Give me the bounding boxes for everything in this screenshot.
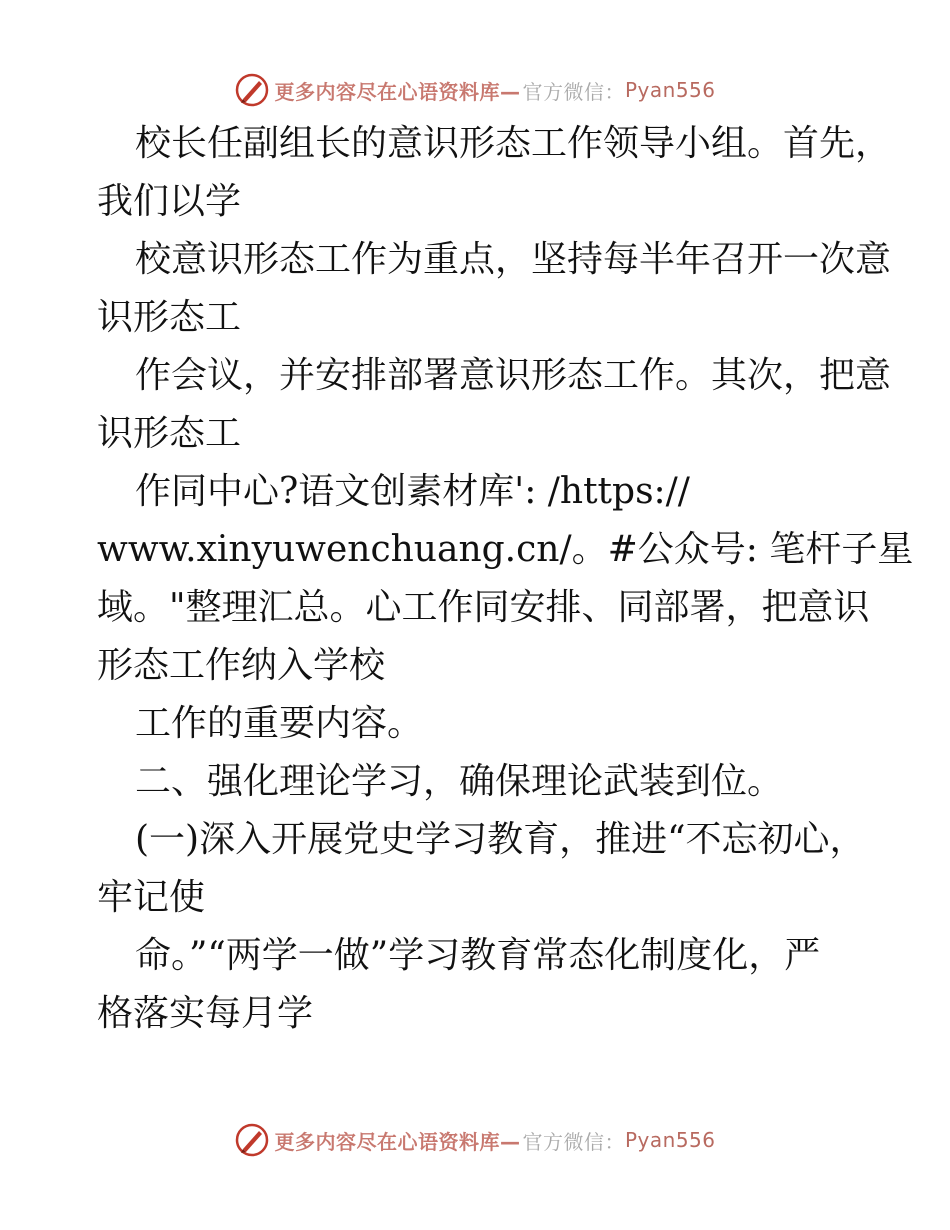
- body-line: www.xinyuwenchuang.cn/。#公众号: 笔杆子星: [97, 529, 914, 570]
- body-line: 域。"整理汇总。心工作同安排、同部署，把意识: [97, 587, 870, 628]
- body-line: 识形态工: [97, 297, 242, 338]
- body-line: (一)深入开展党史学习教育，推进“不忘初心，: [135, 819, 866, 860]
- body-line: 牢记使: [97, 877, 206, 918]
- header-brand-text: 更多内容尽在心语资料库—: [274, 79, 521, 104]
- body-line: 命。”“两学一做”学习教育常态化制度化，严: [135, 935, 821, 976]
- body-line: 校意识形态工作为重点，坚持每半年召开一次意: [135, 239, 892, 280]
- body-line: 工作的重要内容。: [135, 703, 424, 744]
- body-line: 作会议，并安排部署意识形态工作。其次，把意: [135, 355, 892, 396]
- body-line: 格落实每月学: [97, 993, 314, 1034]
- body-line: 识形态工: [97, 413, 242, 454]
- body-line: 我们以学: [97, 181, 242, 222]
- document-body: [97, 115, 914, 1043]
- pen-logo-icon: [234, 72, 270, 108]
- footer-brand-text: 更多内容尽在心语资料库—: [274, 1129, 521, 1154]
- footer-wechat-id: Pyan556: [624, 1128, 716, 1152]
- header-wechat-id: Pyan556: [624, 78, 716, 102]
- body-line: 校长任副组长的意识形态工作领导小组。首先，: [135, 123, 892, 164]
- body-line: 作同中心?语文创素材库': /https://: [135, 471, 690, 512]
- body-line: 形态工作纳入学校: [97, 645, 386, 686]
- header-banner: [0, 70, 950, 110]
- section-heading: 二、强化理论学习，确保理论武装到位。: [135, 761, 784, 802]
- footer-wechat-label: 官方微信：: [522, 1129, 625, 1154]
- footer-banner: [0, 1120, 950, 1160]
- header-wechat-label: 官方微信：: [522, 79, 625, 104]
- pen-logo-icon: [234, 1122, 270, 1158]
